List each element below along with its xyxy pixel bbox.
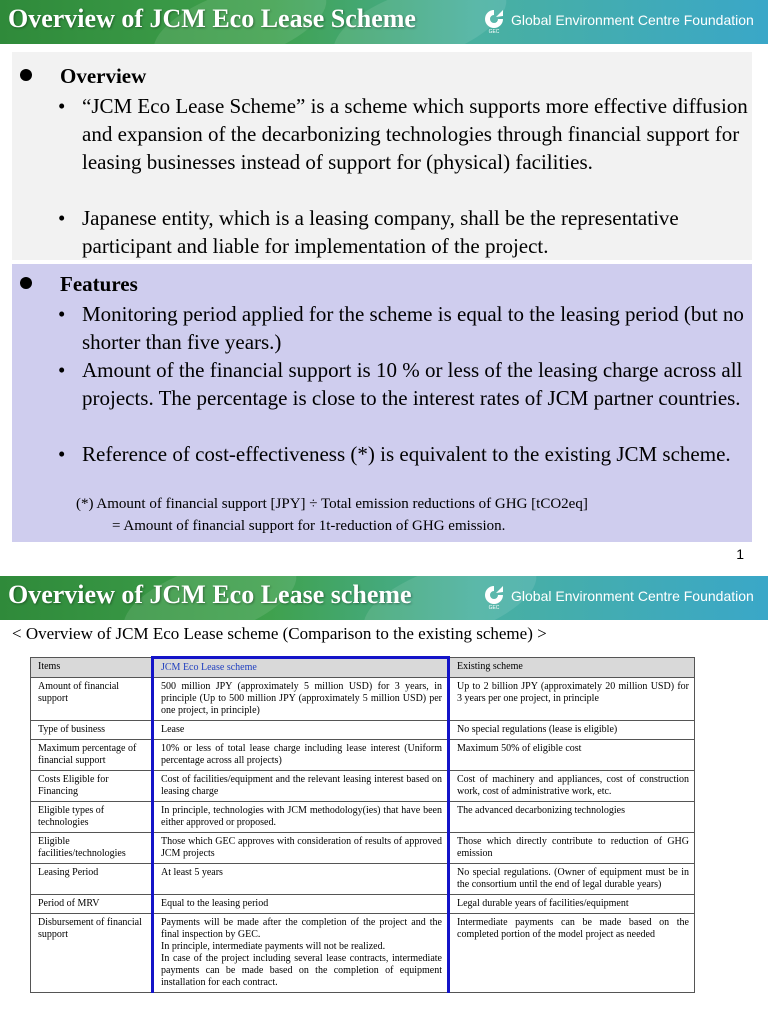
column-header-items: Items <box>31 658 153 678</box>
existing-cell: Legal durable years of facilities/equipment <box>449 895 695 914</box>
overview-item: • Japanese entity, which is a leasing company, shall be the representative participant and liable for implementation of the project. <box>58 206 679 258</box>
existing-cell: Those which directly contribute to reduction of GHG emission <box>449 833 695 864</box>
bullet-dot-icon <box>20 277 32 289</box>
comparison-subtitle: < Overview of JCM Eco Lease scheme (Comparison to the existing scheme) > <box>12 624 547 643</box>
existing-cell: The advanced decarbonizing technologies <box>449 802 695 833</box>
comparison-table <box>30 656 695 993</box>
jcm-cell: At least 5 years <box>153 864 449 895</box>
logo-label: GEC <box>488 29 500 34</box>
existing-cell: Intermediate payments can be made based on the completed portion of the model project as needed <box>449 914 695 993</box>
organization-name: Global Environment Centre Foundation <box>511 12 754 28</box>
existing-cell: Cost of machinery and appliances, cost of construction work, cost of administrative work, etc. <box>449 771 695 802</box>
table-row <box>31 802 695 833</box>
page-number: 1 <box>736 546 744 562</box>
slide-2-header <box>0 576 768 620</box>
gec-logo-icon <box>482 8 506 34</box>
overview-section <box>12 52 752 260</box>
table-header-row <box>31 658 695 678</box>
table-row <box>31 771 695 802</box>
features-item: • Reference of cost-effectiveness (*) is equivalent to the existing JCM scheme. <box>58 442 731 466</box>
footnote-formula: (*) Amount of financial support [JPY] ÷ Total emission reductions of GHG [tCO2eq] <box>76 496 588 512</box>
item-cell: Disbursement of financial support <box>31 914 153 993</box>
organization-name: Global Environment Centre Foundation <box>511 588 754 604</box>
table-row <box>31 833 695 864</box>
column-header-existing: Existing scheme <box>449 658 695 678</box>
features-item: • Amount of the financial support is 10 % or less of the leasing charge across all projects. The percentage is close to the interest rates of JCM partner countries. <box>58 358 743 410</box>
item-cell: Maximum percentage of financial support <box>31 740 153 771</box>
jcm-cell: Equal to the leasing period <box>153 895 449 914</box>
jcm-cell: In principle, technologies with JCM methodology(ies) that have been either approved or proposed. <box>153 802 449 833</box>
jcm-cell: Payments will be made after the completion of the project and the final inspection by GEC. In principle, intermediate payments will not be realized. In case of the project including several lease contracts, intermediate payments can be made based on the completion of equipment installation for each contract. <box>153 914 449 993</box>
slide-1-header <box>0 0 768 44</box>
jcm-cell: Cost of facilities/equipment and the relevant leasing interest based on leasing charge <box>153 771 449 802</box>
column-header-jcm-eco-lease: JCM Eco Lease scheme <box>153 658 449 678</box>
gec-logo-icon <box>482 584 506 610</box>
item-cell: Amount of financial support <box>31 678 153 721</box>
features-section <box>12 264 752 542</box>
table-row <box>31 740 695 771</box>
item-cell: Leasing Period <box>31 864 153 895</box>
existing-cell: Maximum 50% of eligible cost <box>449 740 695 771</box>
bullet-dot-icon <box>20 69 32 81</box>
existing-cell: No special regulations. (Owner of equipment must be in the consortium until the end of legal durable years) <box>449 864 695 895</box>
jcm-cell: 500 million JPY (approximately 5 million USD) for 3 years, in principle (Up to 500 million JPY (approximately 5 million USD) per one project, in principle) <box>153 678 449 721</box>
features-item: • Monitoring period applied for the scheme is equal to the leasing period (but no shorter than five years.) <box>58 302 744 354</box>
existing-cell: No special regulations (lease is eligible) <box>449 721 695 740</box>
table-row <box>31 721 695 740</box>
jcm-cell: Lease <box>153 721 449 740</box>
table-row <box>31 864 695 895</box>
item-cell: Costs Eligible for Financing <box>31 771 153 802</box>
overview-heading: Overview <box>20 64 146 89</box>
table-row <box>31 678 695 721</box>
item-cell: Eligible types of technologies <box>31 802 153 833</box>
item-cell: Period of MRV <box>31 895 153 914</box>
features-heading: Features <box>20 272 138 297</box>
item-cell: Type of business <box>31 721 153 740</box>
existing-cell: Up to 2 billion JPY (approximately 20 million USD) for 3 years per one project, in principle <box>449 678 695 721</box>
table-row <box>31 914 695 993</box>
slide-title: Overview of JCM Eco Lease scheme <box>8 580 412 609</box>
overview-item: • “JCM Eco Lease Scheme” is a scheme which supports more effective diffusion and expansion of the decarbonizing technologies through financial support for leasing businesses instead of support for (physical) facilities. <box>58 94 748 174</box>
table-row <box>31 895 695 914</box>
slide-title: Overview of JCM Eco Lease Scheme <box>8 4 416 33</box>
logo-label: GEC <box>488 605 500 610</box>
footnote-result: = Amount of financial support for 1t-reduction of GHG emission. <box>112 518 506 534</box>
jcm-cell: Those which GEC approves with consideration of results of approved JCM projects <box>153 833 449 864</box>
item-cell: Eligible facilities/technologies <box>31 833 153 864</box>
jcm-cell: 10% or less of total lease charge including lease interest (Uniform percentage across all projects) <box>153 740 449 771</box>
